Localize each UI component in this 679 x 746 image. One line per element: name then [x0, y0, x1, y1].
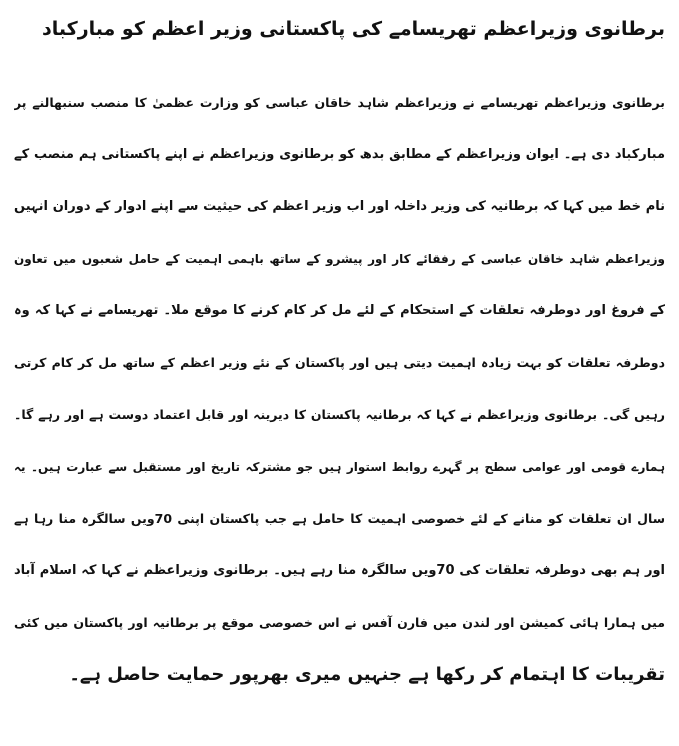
body-line: میں ہمارا ہائی کمیشن اور لندن میں فارن آفس نے اس خصوصی موقع پر برطانیہ اور پاکستان میں کئی	[14, 615, 665, 630]
body-line: نام خط میں کہا کہ برطانیہ کی وزیر داخلہ اور اب وزیر اعظم کی حیثیت سے اپنے ادوار کے دوران انہیں	[14, 199, 665, 214]
body-line-last: تقریبات کا اہتمام کر رکھا ہے جنہیں میری بھرپور حمایت حاصل ہے۔	[69, 664, 665, 685]
body-line: سال ان تعلقات کو منانے کے لئے خصوصی اہمیت کا حامل ہے جب پاکستان اپنی 70ویں سالگرہ منا رہا ہے	[14, 511, 665, 526]
body-line: مبارکباد دی ہے۔ ایوان وزیراعظم کے مطابق بدھ کو برطانوی وزیراعظم نے اپنے پاکستانی ہم منصب کے	[14, 147, 665, 162]
body-line: اور ہم بھی دوطرفہ تعلقات کی 70ویں سالگرہ منا رہے ہیں۔ برطانوی وزیراعظم نے کہا کہ اسلام آباد	[14, 563, 665, 578]
body-line: رہیں گی۔ برطانوی وزیراعظم نے کہا کہ برطانیہ پاکستان کا دیرینہ اور قابل اعتماد دوست ہے اور رہے گا۔	[14, 407, 665, 422]
body-line: کے فروغ اور دوطرفہ تعلقات کے استحکام کے لئے مل کر کام کرنے کا موقع ملا۔ تھریسامے نے کہا کہ وہ	[14, 303, 665, 318]
article-body	[14, 84, 665, 708]
article-headline: برطانوی وزیراعظم تھریسامے کی پاکستانی وزیر اعظم کو مبارکباد	[42, 18, 665, 40]
body-line: برطانوی وزیراعظم تھریسامے نے وزیراعظم شاہد خاقان عباسی کو وزارت عظمیٰ کا منصب سنبھالنے پر	[14, 95, 665, 110]
body-line: وزیراعظم شاہد خاقان عباسی کے رفقائے کار اور پیشرو کے ساتھ باہمی اہمیت کے حامل شعبوں میں تعاون	[14, 252, 665, 266]
body-line: دوطرفہ تعلقات کو بہت زیادہ اہمیت دیتی ہیں اور پاکستان کے نئے وزیر اعظم کے ساتھ مل کر کام کرتی	[14, 355, 665, 370]
body-line: ہمارے قومی اور عوامی سطح پر گہرے روابط استوار ہیں جو مشترکہ تاریخ اور مستقبل سے عبارت ہیں۔ یہ	[14, 460, 665, 474]
